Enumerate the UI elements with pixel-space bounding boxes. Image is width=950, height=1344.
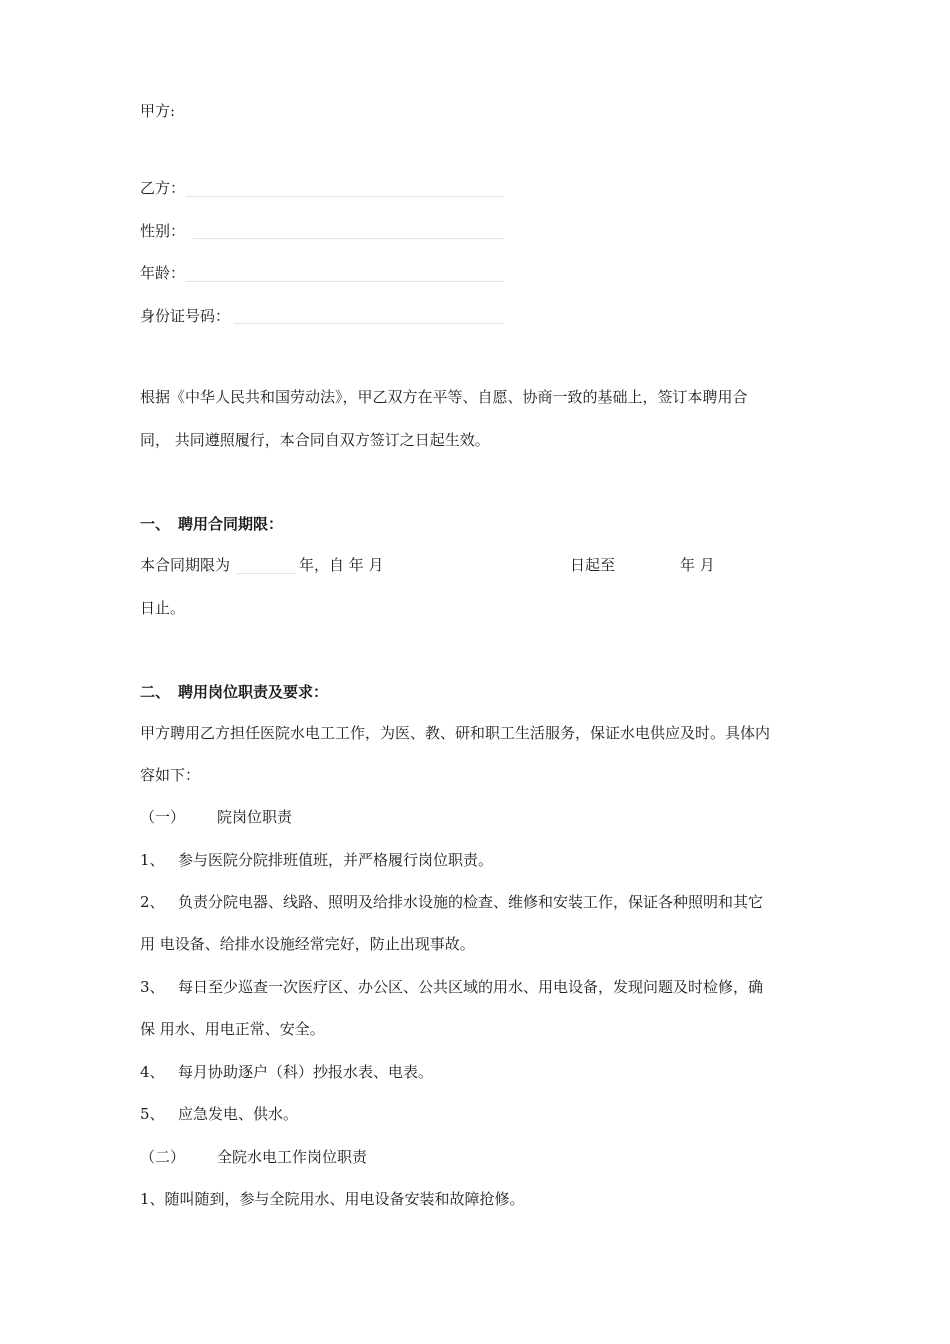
item-1-number: 1、 — [140, 851, 165, 869]
item-3-text: 每日至少巡查一次医疗区、办公区、公共区域的用水、用电设备，发现问题及时检修，确 — [178, 978, 764, 996]
subsection-1-title: 院岗位职责 — [217, 808, 293, 826]
item-5-text: 应急发电、供水。 — [178, 1105, 299, 1123]
subsection-2-number: （二） — [140, 1148, 186, 1166]
section-1-heading: 聘用合同期限： — [178, 515, 284, 533]
id-number-blank-line — [234, 323, 504, 324]
section-2-heading: 聘用岗位职责及要求： — [178, 683, 329, 701]
item-4-text: 每月协助逐户（科）抄报水表、电表。 — [178, 1063, 434, 1081]
term-prefix: 本合同期限为 — [140, 556, 231, 574]
item-1-text: 参与医院分院排班值班，并严格履行岗位职责。 — [178, 851, 494, 869]
subsection-1-number: （一） — [140, 808, 186, 826]
section-1-number: 一、 — [140, 515, 171, 533]
id-number-label: 身份证号码： — [140, 307, 231, 325]
gender-blank-line — [193, 238, 504, 239]
section-2-number: 二、 — [140, 683, 171, 701]
term-year-month: 年 月 — [680, 556, 715, 574]
intro-line-1: 根据《中华人民共和国劳动法》，甲乙双方在平等、自愿、协商一致的基础上，签订本聘用合 — [140, 388, 748, 406]
term-end: 日止。 — [140, 599, 186, 617]
item-3-continuation: 保 用水、用电正常、安全。 — [140, 1020, 325, 1038]
party-a-label: 甲方: — [140, 102, 176, 120]
item-5-number: 5、 — [140, 1105, 165, 1123]
party-b-label: 乙方： — [140, 179, 186, 197]
gender-label: 性别： — [140, 222, 186, 240]
item-2-number: 2、 — [140, 893, 165, 911]
item-4-number: 4、 — [140, 1063, 165, 1081]
subsection-2-title: 全院水电工作岗位职责 — [217, 1148, 368, 1166]
intro-line-2: 同， 共同遵照履行，本合同自双方签订之日起生效。 — [140, 431, 490, 449]
duty-desc-line-2: 容如下： — [140, 766, 201, 784]
item-3-number: 3、 — [140, 978, 165, 996]
item-2-continuation: 用 电设备、给排水设施经常完好，防止出现事故。 — [140, 935, 475, 953]
item-2-text: 负责分院电器、线路、照明及给排水设施的检查、维修和安装工作，保证各种照明和其它 — [178, 893, 764, 911]
term-year-from: 年，自 年 月 — [299, 556, 384, 574]
term-day-to: 日起至 — [570, 556, 616, 574]
subsection-2-item-1: 1、随叫随到，参与全院用水、用电设备安装和故障抢修。 — [140, 1190, 525, 1208]
term-years-blank-line — [236, 573, 296, 574]
age-label: 年龄： — [140, 264, 186, 282]
age-blank-line — [186, 281, 504, 282]
party-b-blank-line — [186, 196, 504, 197]
duty-desc-line-1: 甲方聘用乙方担任医院水电工工作，为医、教、研和职工生活服务，保证水电供应及时。具体内 — [140, 724, 771, 742]
